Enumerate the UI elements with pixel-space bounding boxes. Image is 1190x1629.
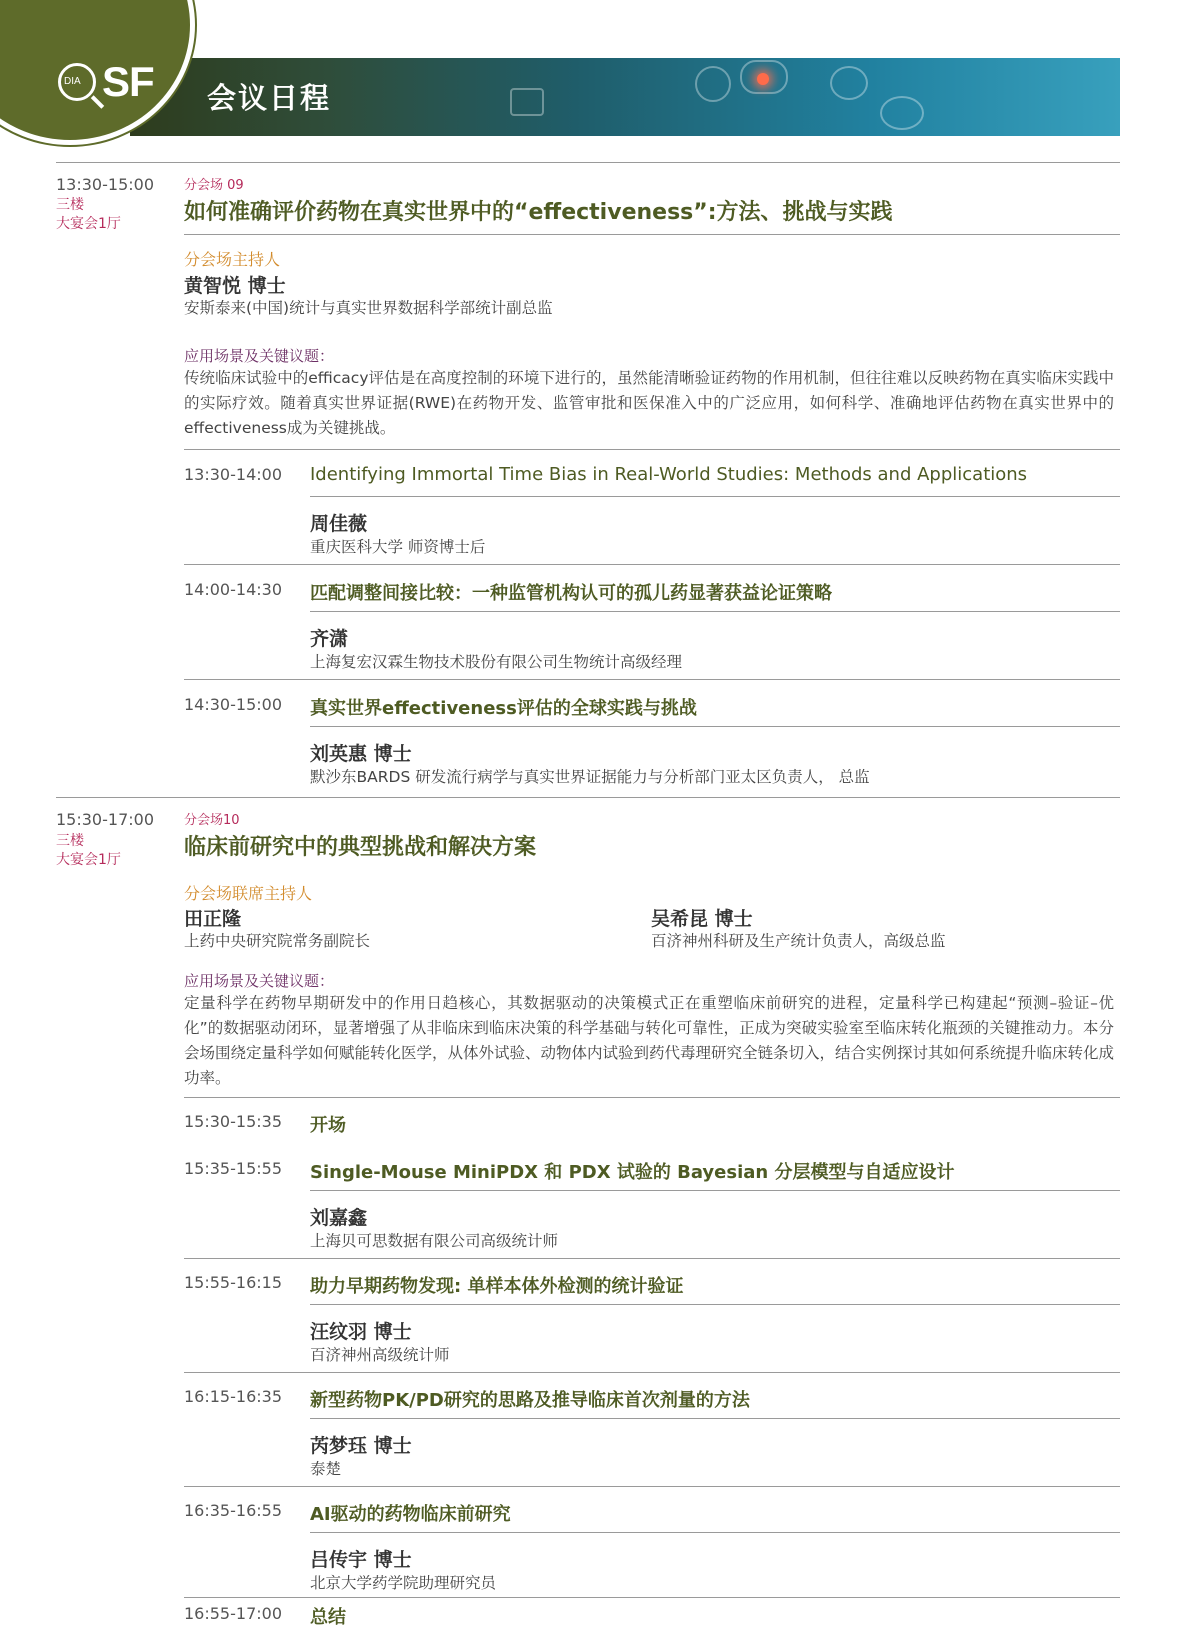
divider <box>56 797 1120 798</box>
talk-title: Identifying Immortal Time Bias in Real-World Studies: Methods and Applications <box>310 464 1028 485</box>
talk-title: Single-Mouse MiniPDX 和 PDX 试验的 Bayesian 分层模型与自适应设计 <box>310 1162 955 1183</box>
session-title: 临床前研究中的典型挑战和解决方案 <box>184 835 537 860</box>
talk-title: 新型药物PK/PD研究的思路及推导临床首次剂量的方法 <box>310 1390 750 1411</box>
talk-time: 16:35-16:55 <box>184 1501 282 1520</box>
talk-title: 开场 <box>310 1115 346 1136</box>
divider <box>184 1097 1120 1098</box>
talk-time: 14:30-15:00 <box>184 695 282 714</box>
keywords-heading: 应用场景及关键议题： <box>184 972 335 990</box>
talk-time: 13:30-14:00 <box>184 465 282 484</box>
speaker-name: 芮梦珏 博士 <box>310 1435 412 1457</box>
divider <box>310 1190 1120 1191</box>
chair-desc: 安斯泰来(中国)统计与真实世界数据科学部统计副总监 <box>184 299 553 317</box>
divider <box>310 726 1120 727</box>
chair-role: 分会场联席主持人 <box>184 884 313 903</box>
chair-role: 分会场主持人 <box>184 250 281 269</box>
session-hall: 大宴会1厅 <box>56 852 121 868</box>
chair-name: 田正隆 <box>184 908 242 930</box>
logo-small-text: DIA <box>64 76 81 87</box>
chair-desc: 百济神州科研及生产统计负责人，高级总监 <box>651 932 946 950</box>
speaker-name: 刘英惠 博士 <box>310 743 412 765</box>
chair-desc: 上药中央研究院常务副院长 <box>184 932 371 950</box>
keywords-heading: 应用场景及关键议题： <box>184 347 335 365</box>
logo-text: SF <box>102 58 154 105</box>
speaker-desc: 上海复宏汉霖生物技术股份有限公司生物统计高级经理 <box>310 653 683 671</box>
speaker-name: 周佳薇 <box>310 513 368 535</box>
divider <box>310 1418 1120 1419</box>
speaker-name: 吕传宇 博士 <box>310 1549 412 1571</box>
dia-sf-logo <box>58 58 154 106</box>
keywords-body: 定量科学在药物早期研发中的作用日趋核心，其数据驱动的决策模式正在重塑临床前研究的进程，定量科学已构建起“预测–验证–优化”的数据驱动闭环，显著增强了从非临床到临床决策的科学基础与转化可靠性，正成为突破实验室至临床转化瓶颈的关键推动力。本分会场围绕定量科学如何赋能转化医学，从体外试验、动物体内试验到药代毒理研究全链条切入，结合实例探讨其如何系统提升临床转化成功率。 <box>184 994 1115 1087</box>
keywords-body: 传统临床试验中的efficacy评估是在高度控制的环境下进行的，虽然能清晰验证药物的作用机制，但往往难以反映药物在真实临床实践中的实际疗效。随着真实世界证据(RWE)在药物开发、监管审批和医保准入中的广泛应用，如何科学、准确地评估药物在真实世界中的effectiveness成为关键挑战。 <box>184 369 1114 437</box>
page-title: 会议日程 <box>207 81 332 115</box>
speaker-desc: 重庆医科大学 师资博士后 <box>310 538 486 556</box>
session-label: 分会场 09 <box>184 178 244 193</box>
speaker-desc: 百济神州高级统计师 <box>310 1346 450 1364</box>
divider <box>184 1372 1120 1373</box>
session-title: 如何准确评价药物在真实世界中的“effectiveness”:方法、挑战与实践 <box>184 200 893 225</box>
chair-name: 吴希昆 博士 <box>651 908 753 930</box>
speaker-name: 汪纹羽 博士 <box>310 1321 412 1343</box>
header-banner <box>130 58 1120 136</box>
divider <box>184 679 1120 680</box>
session-time: 13:30-15:00 <box>56 175 154 194</box>
talk-title: 总结 <box>310 1607 346 1628</box>
session-hall: 大宴会1厅 <box>56 216 121 232</box>
talk-title: 真实世界effectiveness评估的全球实践与挑战 <box>310 698 697 719</box>
divider <box>184 449 1120 450</box>
session-floor: 三楼 <box>56 833 84 849</box>
session-label: 分会场10 <box>184 813 240 828</box>
speaker-name: 齐潇 <box>310 628 349 650</box>
talk-title: 助力早期药物发现: 单样本体外检测的统计验证 <box>310 1276 684 1297</box>
divider <box>310 1304 1120 1305</box>
speaker-desc: 泰楚 <box>310 1460 342 1478</box>
magnifier-icon <box>58 63 96 101</box>
session-time: 15:30-17:00 <box>56 810 154 829</box>
divider <box>184 1597 1120 1598</box>
talk-title: AI驱动的药物临床前研究 <box>310 1504 511 1525</box>
chair-name: 黄智悦 博士 <box>184 275 286 297</box>
speaker-desc: 上海贝可思数据有限公司高级统计师 <box>310 1232 559 1250</box>
talk-time: 14:00-14:30 <box>184 580 282 599</box>
divider <box>310 1532 1120 1533</box>
divider <box>56 162 1120 163</box>
talk-time: 15:55-16:15 <box>184 1273 282 1292</box>
speaker-name: 刘嘉鑫 <box>310 1207 368 1229</box>
talk-time: 16:15-16:35 <box>184 1387 282 1406</box>
divider <box>184 1258 1120 1259</box>
divider <box>184 564 1120 565</box>
divider <box>310 611 1120 612</box>
speaker-desc: 北京大学药学院助理研究员 <box>310 1574 497 1592</box>
talk-time: 15:30-15:35 <box>184 1112 282 1131</box>
divider <box>310 496 1120 497</box>
divider <box>184 1486 1120 1487</box>
talk-time: 15:35-15:55 <box>184 1159 282 1178</box>
talk-time: 16:55-17:00 <box>184 1604 282 1623</box>
divider <box>184 234 1120 235</box>
talk-title: 匹配调整间接比较：一种监管机构认可的孤儿药显著获益论证策略 <box>310 583 832 604</box>
session-floor: 三楼 <box>56 197 84 213</box>
speaker-desc: 默沙东BARDS 研发流行病学与真实世界证据能力与分析部门亚太区负责人， 总监 <box>310 768 870 786</box>
